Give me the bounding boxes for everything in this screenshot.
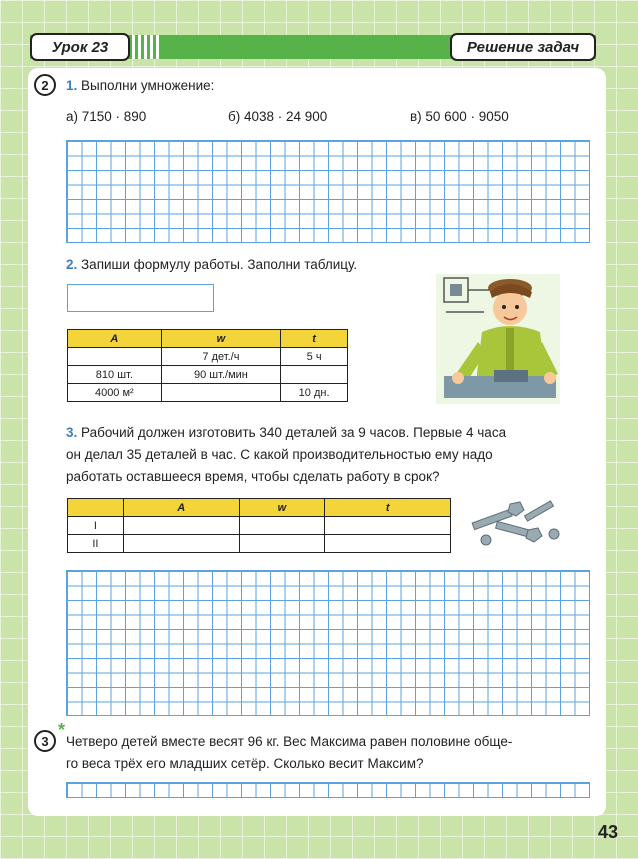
task3-line-3: работать оставшееся время, чтобы сделать работу в срок? (66, 469, 440, 484)
work-table-header-a: A (68, 330, 162, 348)
task3-grid[interactable] (66, 570, 590, 716)
table-cell[interactable] (325, 535, 451, 553)
table-cell[interactable] (239, 535, 325, 553)
task1-heading (66, 75, 214, 97)
task3-line-2: он делал 35 деталей в час. С какой производительностью ему надо (66, 447, 493, 462)
section3-line-1: Четверо детей вместе весят 96 кг. Вес Максима равен половине обще- (66, 734, 513, 749)
star-mark: * (58, 720, 66, 740)
header-stripes (132, 35, 162, 59)
task3-line-1 (66, 422, 506, 444)
task1-item-a: а) 7150 · 890 (66, 109, 147, 124)
table-cell: 4000 м² (68, 384, 162, 402)
topic-label: Решение задач (450, 33, 596, 61)
task3-header-a: A (123, 499, 239, 517)
table-row (68, 348, 348, 366)
table-cell: I (68, 517, 124, 535)
task3-header-w: w (239, 499, 325, 517)
table-cell: II (68, 535, 124, 553)
task1-number: 1. (66, 78, 78, 93)
task1-item-b: б) 4038 · 24 900 (228, 109, 328, 124)
table-cell: 10 дн. (281, 384, 348, 402)
work-table (67, 329, 348, 402)
table-cell[interactable] (161, 384, 281, 402)
table-cell[interactable] (325, 517, 451, 535)
lesson-label: Урок 23 (30, 33, 130, 61)
section3-answer-grid[interactable] (66, 782, 590, 798)
task3-table (67, 498, 451, 553)
table-row (68, 384, 348, 402)
table-cell[interactable] (68, 348, 162, 366)
table-cell: 90 шт./мин (161, 366, 281, 384)
task2-text: Запиши формулу работы. Заполни таблицу. (81, 257, 358, 272)
table-row (68, 517, 451, 535)
workbook-page (28, 68, 606, 816)
task2-heading (66, 254, 357, 276)
task2-number: 2. (66, 257, 78, 272)
table-cell[interactable] (123, 535, 239, 553)
table-cell: 5 ч (281, 348, 348, 366)
task3-text-1: Рабочий должен изготовить 340 деталей за 9 часов. Первые 4 часа (81, 425, 507, 440)
task3-header-t: t (325, 499, 451, 517)
table-cell[interactable] (123, 517, 239, 535)
table-cell: 7 дет./ч (161, 348, 281, 366)
section-3-badge: 3 (34, 730, 56, 752)
table-cell: 810 шт. (68, 366, 162, 384)
task3-header-blank (68, 499, 124, 517)
section3-line-2: го веса трёх его младших сетёр. Сколько весит Максим? (66, 756, 424, 771)
boy-worker-illustration (434, 272, 564, 412)
table-cell[interactable] (281, 366, 348, 384)
task1-text: Выполни умножение: (81, 78, 215, 93)
task1-item-c: в) 50 600 · 9050 (410, 109, 509, 124)
page-number: 43 (597, 822, 618, 842)
table-cell[interactable] (239, 517, 325, 535)
bolts-illustration (466, 496, 566, 556)
work-table-header-t: t (281, 330, 348, 348)
table-row (68, 366, 348, 384)
task3-number: 3. (66, 425, 78, 440)
table-row (68, 535, 451, 553)
section-2-badge: 2 (34, 74, 56, 96)
formula-answer-box[interactable] (67, 284, 214, 312)
task1-grid[interactable] (66, 140, 590, 243)
work-table-header-w: w (161, 330, 281, 348)
